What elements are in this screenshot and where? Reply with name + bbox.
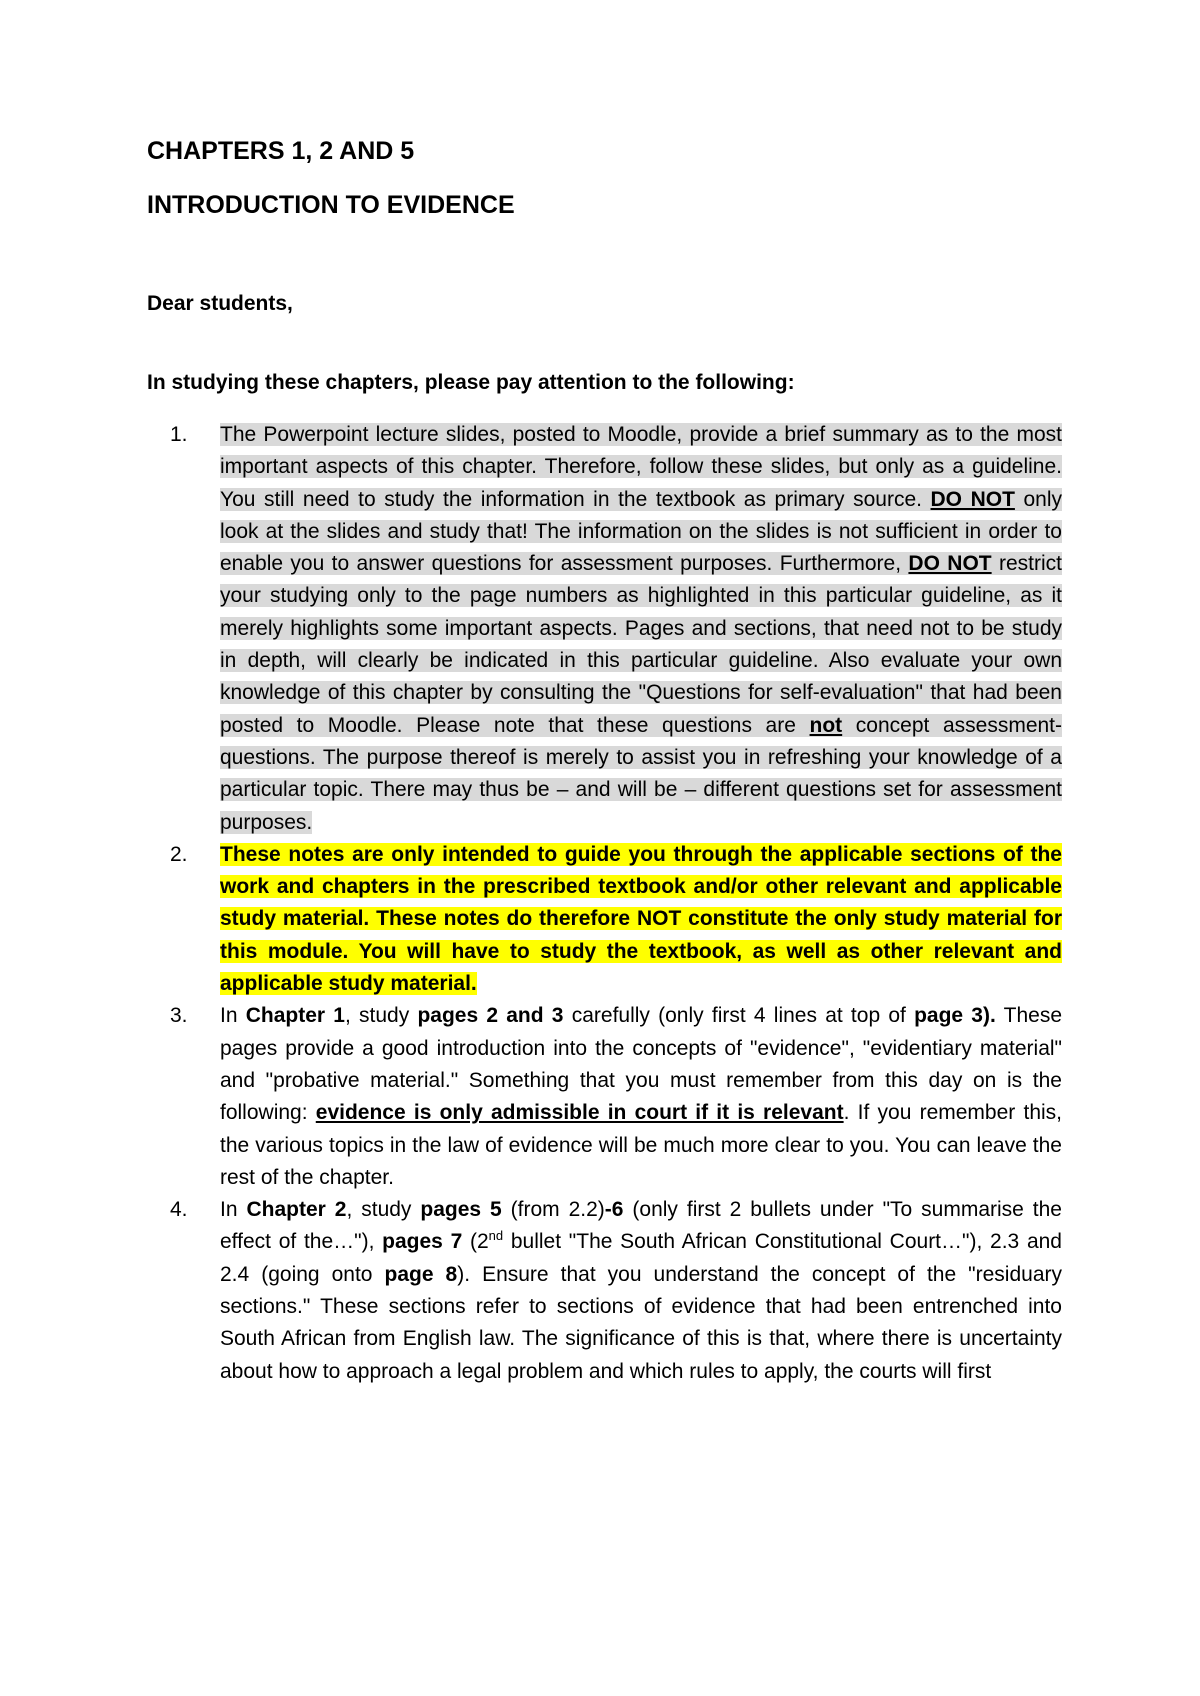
do-not-emphasis: DO NOT [908, 552, 992, 576]
lead-in: In studying these chapters, please pay attention to the following: [147, 371, 795, 394]
instruction-list [170, 419, 1062, 1388]
list-number: 1. [170, 423, 188, 446]
yellow-highlighted-text: These notes are only intended to guide you through the applicable sections of the work and chapters in the prescribed textbook and/or other relevant and applicable study material. These notes do therefore NOT constitute the only study material for this module. You will have to study the textbook, as well as other relevant and applicable study material. [220, 842, 1062, 996]
list-item-text: In Chapter 1, study pages 2 and 3 carefully (only first 4 lines at top of page 3). These pages provide a good introduction into the concepts of "evidence", "evidentiary material" and "probative material." Something that you must remember from this day on is the following: evidence is only admissible in court if it is relevant. If you remember this, the various topics in the law of evidence will be much more clear to you. You can leave the rest of the chapter. [220, 1004, 1063, 1189]
list-item-text [220, 839, 1062, 1000]
not-emphasis: not [809, 713, 843, 737]
page-ref: page 3 [914, 1004, 983, 1028]
list-item-4 [170, 1194, 1062, 1388]
list-item-text: In Chapter 2, study pages 5 (from 2.2)-6 (only first 2 bullets under "To summarise the effect of the…"), pages 7 (2nd bullet "The South African Constitutional Court…"), 2.3 and 2.4 (going onto page 8). Ensure that you understand the concept of the "residuary sections." These sections refer to sections of evidence that had been entrenched into South African from English law. The significance of this is that, where there is uncertainty about how to approach a legal problem and which rules to apply, the courts will first [220, 1198, 1062, 1383]
list-number: 3. [170, 1004, 188, 1028]
page-ref: page 8 [384, 1262, 458, 1286]
key-rule-emphasis: evidence is only admissible in court if it is relevant [315, 1101, 844, 1125]
list-item-1 [170, 419, 1062, 839]
ordinal-superscript: nd [488, 1228, 504, 1244]
chapters-heading: CHAPTERS 1, 2 AND 5 [147, 137, 415, 165]
section-heading: INTRODUCTION TO EVIDENCE [147, 191, 515, 219]
page-ref: -6 [604, 1198, 624, 1222]
list-number: 4. [170, 1198, 188, 1222]
page-ref: pages 7 [382, 1230, 463, 1254]
list-number: 2. [170, 842, 188, 866]
page-ref: pages 5 [420, 1198, 502, 1222]
page-ref: pages 2 and 3 [417, 1004, 564, 1028]
list-item-2 [170, 839, 1062, 1000]
list-item-3 [170, 1000, 1062, 1194]
do-not-emphasis: DO NOT [930, 487, 1015, 511]
gray-highlighted-text: The Powerpoint lecture slides, posted to Moodle, provide a brief summary as to the most important aspects of this chapter. Therefore, follow these slides, but only as a guideline. You still need to study the information in the textbook as primary source. DO NOT only look at the slides and study that! The information on the slides is not sufficient in order to enable you to answer questions for assessment purposes. Furthermore, DO NOT restrict your studying only to the page numbers as highlighted in this particular guideline, as it merely highlights some important aspects. Pages and sections, that need not to be study in depth, will clearly be indicated in this particular guideline. Also evaluate your own knowledge of this chapter by consulting the "Questions for self-evaluation" that had been posted to Moodle. Please note that these questions are not concept assessment-questions. The purpose thereof is merely to assist you in refreshing your knowledge of a particular topic. There may thus be – and will be – different questions set for assessment purposes. [220, 423, 1063, 834]
greeting: Dear students, [147, 292, 293, 315]
chapter-ref: Chapter 1 [245, 1004, 345, 1028]
list-item-text [220, 419, 1062, 839]
chapter-ref: Chapter 2 [246, 1198, 347, 1222]
